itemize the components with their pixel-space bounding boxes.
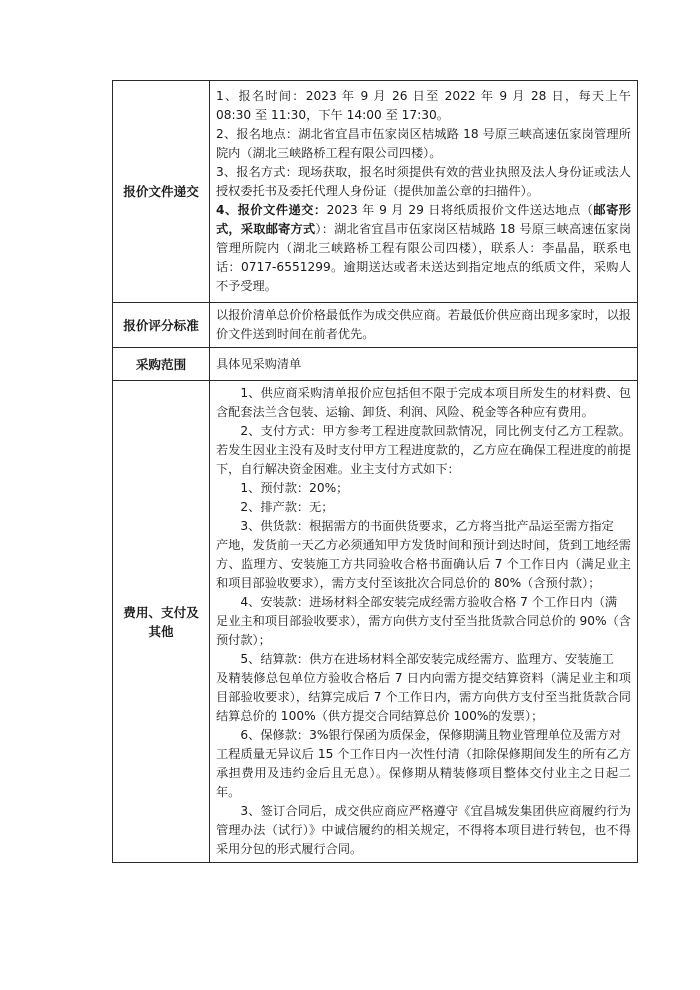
quote-delivery-mail-note: 邮寄形式，采取邮寄方式	[216, 203, 631, 236]
registration-location-text: 2、报名地点：湖北省宜昌市伍家岗区桔城路 18 号原三峡高速伍家岗管理所院内（湖北三峡路桥工程有限公司四楼）。	[216, 127, 631, 160]
quote-scope-paragraph: 1、供应商采购清单报价应包括但不限于完成本项目所发生的材料费、包含配套法兰含包装、运输、卸货、利润、风险、税金等各种应有费用。	[216, 386, 631, 419]
supply-payment-item-lead: 3、供货款：根据需方的书面供货要求，乙方将当批产品运至需方指定	[240, 519, 614, 533]
table-row-scope	[113, 348, 638, 381]
fees-payment-content	[210, 381, 638, 863]
quote-delivery-date: 2023 年 9 月 29 日将纸质报价文件送达地点（	[326, 203, 594, 217]
production-payment-item: 2、排产款：无；	[240, 500, 334, 514]
row-label-fees-payment	[113, 381, 210, 863]
supply-payment-item-body: 产地，发货前一天乙方必须通知甲方发货时间和预计到达时间，货到工地经需方、监理方、安装施工方共同验收合格书面确认后 7 个工作日内（满足业主和项目部验收要求），需方支付至该批次合同总价的 80%（含预付款）；	[216, 538, 631, 590]
table-row-evaluation	[113, 303, 638, 348]
quote-delivery-address: ）：湖北省宜昌市伍家岗区桔城路 18 号原三峡高速伍家岗管理所院内（湖北三峡路桥工程有限公司四楼），联系人：李晶晶，联系电话：0717-6551299。逾期送达或者未送达到指定地点的纸质文件，采购人不予受理。	[216, 222, 632, 293]
quote-submission-content	[210, 81, 638, 303]
advance-payment-item: 1、预付款：20%；	[240, 481, 349, 495]
quote-delivery-heading: 4、报价文件递交：	[216, 203, 327, 217]
contract-compliance-paragraph: 3、签订合同后，成交供应商应严格遵守《宜昌城发集团供应商履约行为管理办法（试行）》中诚信履约的相关规定，不得将本项目进行转包，也不得采用分包的形式履行合同。	[216, 804, 631, 856]
payment-method-paragraph: 2、支付方式：甲方参考工程进度款回款情况，同比例支付乙方工程款。若发生因业主没有及时支付甲方工程进度款的，乙方应在确保工程进度的前提下，自行解决资金困难。业主支付方式如下：	[216, 424, 631, 476]
installation-payment-item-body: 足业主和项目部验收要求），需方向供方支付至当批货款合同总价的 90%（含预付款）；	[216, 614, 631, 647]
evaluation-text: 以报价清单总价价格最低作为成交供应商。若最低价供应商出现多家时，以报价文件送到时间在前者优先。	[216, 308, 631, 341]
row-label-quote-submission: 报价文件递交	[113, 81, 210, 303]
row-label-scope: 采购范围	[113, 348, 210, 381]
scope-content	[210, 348, 638, 381]
evaluation-content	[210, 303, 638, 348]
registration-method-text: 3、报名方式：现场获取，报名时须提供有效的营业执照及法人身份证或法人授权委托书及委托代理人身份证（提供加盖公章的扫描件）。	[216, 165, 631, 198]
procurement-info-table	[112, 80, 638, 863]
row-label-evaluation: 报价评分标准	[113, 303, 210, 348]
table-row-fees-payment	[113, 381, 638, 863]
warranty-payment-item-lead: 6、保修款：3%银行保函为质保金，保修期满且物业管理单位及需方对	[240, 728, 621, 742]
warranty-payment-item-body: 工程质量无异议后 15 个工作日内一次性付清（扣除保修期间发生的所有乙方承担费用及违约金后且无息）。保修期从精装修项目整体交付业主之日起二年。	[216, 747, 631, 799]
settlement-payment-item-lead: 5、结算款：供方在进场材料全部安装完成经需方、监理方、安装施工	[240, 652, 614, 666]
table-row-quote-submission	[113, 81, 638, 303]
registration-time-text: 1、报名时间：2023 年 9 月 26 日至 2022 年 9 月 28 日，每天上午 08:30 至 11:30，下午 14:00 至 17:30。	[216, 89, 631, 122]
row-label-fees-line2: 其他	[148, 623, 174, 639]
installation-payment-item-lead: 4、安装款：进场材料全部安装完成经需方验收合格 7 个工作日内（满	[240, 595, 618, 609]
row-label-fees-line1: 费用、支付及	[123, 604, 199, 620]
settlement-payment-item-body: 及精装修总包单位方验收合格后 7 日内向需方提交结算资料（满足业主和项目部验收要求），结算完成后 7 个工作日内，需方向供方支付至当批货款合同结算总价的 100%（供方提交合同结算总价 100%的发票）；	[216, 671, 631, 723]
scope-text: 具体见采购清单	[216, 356, 302, 371]
quote-delivery-text	[216, 201, 631, 296]
